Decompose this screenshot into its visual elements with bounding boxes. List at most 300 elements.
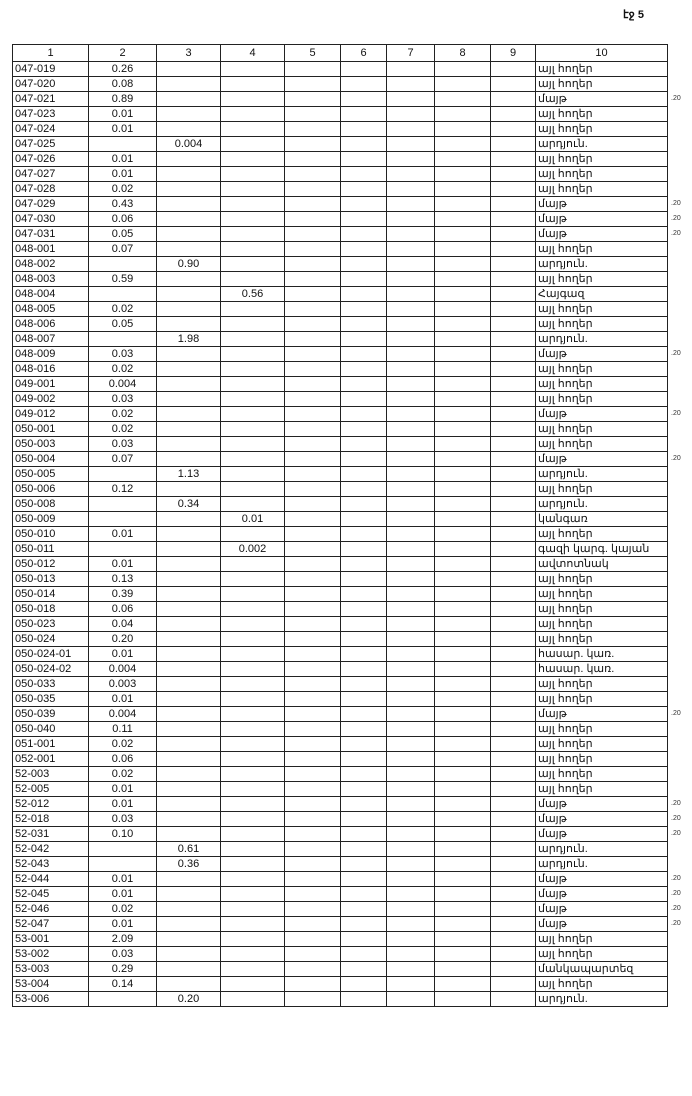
cell-empty [435,887,491,902]
cell-empty [435,977,491,992]
cell-c4 [221,557,285,572]
cell-empty [285,707,341,722]
cell-c10: հասար. կառ. [536,647,668,662]
cell-c3 [157,452,221,467]
cell-empty [435,617,491,632]
table-row [13,737,668,752]
header-row [13,45,668,62]
cell-c1: 050-013 [13,572,89,587]
cell-c2: 0.89 [89,92,157,107]
cell-c4 [221,932,285,947]
cell-empty [285,992,341,1007]
cell-c4 [221,767,285,782]
cell-c3 [157,602,221,617]
cell-empty [491,692,536,707]
cell-c10: այլ հողեր [536,737,668,752]
cell-empty [285,77,341,92]
table-row [13,152,668,167]
table-row [13,122,668,137]
cell-c10: ավտոտնակ [536,557,668,572]
cell-empty [491,407,536,422]
table-row [13,707,668,722]
cell-c4 [221,167,285,182]
table-row [13,602,668,617]
cell-c1: 52-043 [13,857,89,872]
cell-c4: 0.56 [221,287,285,302]
cell-empty [491,377,536,392]
cell-empty [435,557,491,572]
cell-c3 [157,122,221,137]
cell-empty [285,887,341,902]
cell-c1: 050-001 [13,422,89,437]
cell-c10: այլ հողեր [536,302,668,317]
cell-empty [491,722,536,737]
cell-c4: 0.01 [221,512,285,527]
cell-c2: 0.02 [89,902,157,917]
table-row [13,722,668,737]
cell-c3 [157,587,221,602]
cell-c2: 0.10 [89,827,157,842]
cell-empty [491,917,536,932]
table-row [13,917,668,932]
cell-c10: այլ հողեր [536,977,668,992]
cell-c1: 050-003 [13,437,89,452]
cell-empty [285,227,341,242]
cell-c3 [157,707,221,722]
cell-c4 [221,482,285,497]
cell-empty [387,122,435,137]
cell-empty [435,962,491,977]
cell-c4 [221,782,285,797]
margin-note: .20 [671,409,681,417]
cell-empty [387,737,435,752]
cell-c3 [157,182,221,197]
cell-c3 [157,377,221,392]
cell-empty [387,977,435,992]
cell-c3 [157,302,221,317]
cell-c4 [221,152,285,167]
cell-c3 [157,392,221,407]
cell-empty [341,227,387,242]
table-row [13,392,668,407]
table-row [13,797,668,812]
cell-empty [435,77,491,92]
cell-empty [387,632,435,647]
cell-c1: 048-002 [13,257,89,272]
cell-empty [387,662,435,677]
cell-empty [387,797,435,812]
cell-c3 [157,932,221,947]
cell-c1: 050-018 [13,602,89,617]
cell-empty [491,902,536,917]
cell-empty [387,257,435,272]
cell-c3 [157,662,221,677]
cell-empty [491,197,536,212]
cell-empty [491,212,536,227]
cell-empty [387,272,435,287]
cell-c10: մայթ [536,902,668,917]
cell-c10: այլ հողեր [536,932,668,947]
cell-empty [285,272,341,287]
cell-empty [435,332,491,347]
cell-c1: 048-005 [13,302,89,317]
table-row [13,632,668,647]
cell-c3 [157,617,221,632]
table-row [13,302,668,317]
cell-c10: մայթ [536,887,668,902]
cell-empty [285,467,341,482]
cell-c1: 050-009 [13,512,89,527]
cell-c10: այլ հողեր [536,152,668,167]
cell-empty [285,602,341,617]
cell-empty [491,962,536,977]
cell-c1: 52-018 [13,812,89,827]
cell-empty [435,917,491,932]
table-row [13,317,668,332]
cell-empty [285,422,341,437]
table-row [13,767,668,782]
cell-c3: 1.98 [157,332,221,347]
cell-empty [387,452,435,467]
cell-empty [285,662,341,677]
cell-c1: 52-047 [13,917,89,932]
cell-empty [285,317,341,332]
cell-c10: այլ հողեր [536,317,668,332]
cell-empty [341,347,387,362]
cell-empty [341,647,387,662]
cell-c4 [221,707,285,722]
cell-c10: մայթ [536,827,668,842]
cell-empty [341,677,387,692]
cell-empty [341,887,387,902]
cell-empty [491,122,536,137]
cell-empty [387,842,435,857]
cell-c3 [157,542,221,557]
cell-c10: գազի կարգ. կայան [536,542,668,557]
cell-empty [285,587,341,602]
cell-c10: մայթ [536,347,668,362]
cell-c1: 050-004 [13,452,89,467]
cell-c2: 0.06 [89,212,157,227]
cell-c3 [157,422,221,437]
cell-c1: 048-003 [13,272,89,287]
cell-empty [387,242,435,257]
cell-c4 [221,947,285,962]
cell-empty [387,77,435,92]
cell-c2: 0.01 [89,782,157,797]
margin-note: .20 [671,904,681,912]
cell-c1: 049-002 [13,392,89,407]
cell-c2: 0.07 [89,452,157,467]
margin-note: .20 [671,229,681,237]
cell-empty [341,827,387,842]
cell-empty [285,812,341,827]
cell-c2: 0.004 [89,377,157,392]
cell-c1: 52-012 [13,797,89,812]
cell-empty [285,857,341,872]
cell-empty [341,452,387,467]
cell-c2 [89,992,157,1007]
table-row [13,347,668,362]
cell-empty [285,212,341,227]
cell-c3: 0.34 [157,497,221,512]
cell-empty [491,587,536,602]
column-header: 9 [491,45,536,62]
cell-empty [285,572,341,587]
table-row [13,992,668,1007]
cell-empty [285,437,341,452]
cell-empty [491,812,536,827]
cell-c4 [221,347,285,362]
cell-empty [285,902,341,917]
cell-empty [285,617,341,632]
cell-c3 [157,632,221,647]
cell-empty [435,257,491,272]
cell-empty [491,107,536,122]
table-row [13,482,668,497]
cell-c4 [221,452,285,467]
cell-empty [387,347,435,362]
cell-c4 [221,437,285,452]
cell-c3 [157,692,221,707]
cell-empty [491,662,536,677]
cell-empty [435,242,491,257]
cell-empty [387,782,435,797]
cell-empty [341,632,387,647]
cell-empty [285,557,341,572]
cell-empty [285,362,341,377]
cell-c10: արդյուն. [536,137,668,152]
cell-empty [285,797,341,812]
cell-empty [491,707,536,722]
cell-c3 [157,212,221,227]
cell-c3: 0.36 [157,857,221,872]
cell-c2: 0.39 [89,587,157,602]
cell-empty [387,422,435,437]
cell-c10: մայթ [536,407,668,422]
cell-empty [341,692,387,707]
cell-empty [435,767,491,782]
cell-empty [387,377,435,392]
cell-empty [285,527,341,542]
cell-empty [491,857,536,872]
cell-empty [435,542,491,557]
cell-empty [341,707,387,722]
cell-empty [285,302,341,317]
cell-c3 [157,677,221,692]
cell-empty [341,542,387,557]
cell-empty [387,332,435,347]
cell-c2: 0.02 [89,302,157,317]
cell-empty [435,107,491,122]
cell-c10: այլ հողեր [536,377,668,392]
cell-empty [387,572,435,587]
cell-empty [387,512,435,527]
cell-empty [491,467,536,482]
cell-empty [387,497,435,512]
cell-empty [387,812,435,827]
cell-empty [387,542,435,557]
cell-empty [387,287,435,302]
cell-c2: 0.06 [89,602,157,617]
cell-empty [341,92,387,107]
cell-empty [341,557,387,572]
cell-empty [341,302,387,317]
cell-empty [341,137,387,152]
cell-c10: այլ հողեր [536,77,668,92]
cell-empty [435,452,491,467]
cell-empty [491,152,536,167]
cell-c1: 048-006 [13,317,89,332]
cell-empty [341,812,387,827]
cell-empty [491,437,536,452]
table-row [13,527,668,542]
cell-c1: 050-035 [13,692,89,707]
cell-c10: արդյուն. [536,467,668,482]
cell-empty [435,62,491,77]
cell-empty [435,317,491,332]
cell-c4 [221,797,285,812]
cell-c1: 050-010 [13,527,89,542]
cell-empty [387,887,435,902]
cell-empty [341,512,387,527]
cell-empty [491,557,536,572]
cell-c1: 52-031 [13,827,89,842]
cell-empty [387,902,435,917]
margin-note: .20 [671,919,681,927]
cell-c3 [157,62,221,77]
cell-c4 [221,422,285,437]
cell-empty [285,332,341,347]
cell-c4 [221,77,285,92]
cell-empty [387,482,435,497]
cell-empty [435,947,491,962]
cell-c1: 53-002 [13,947,89,962]
cell-empty [285,692,341,707]
cell-empty [341,422,387,437]
cell-empty [491,947,536,962]
cell-empty [341,842,387,857]
cell-empty [285,932,341,947]
cell-empty [491,617,536,632]
cell-c4 [221,392,285,407]
cell-empty [435,227,491,242]
cell-c4 [221,677,285,692]
cell-empty [285,722,341,737]
cell-c2: 0.11 [89,722,157,737]
cell-empty [491,227,536,242]
cell-empty [387,227,435,242]
cell-empty [491,77,536,92]
cell-empty [387,617,435,632]
cell-empty [435,602,491,617]
cell-c4 [221,647,285,662]
cell-c2: 0.07 [89,242,157,257]
cell-c3 [157,947,221,962]
table-row [13,677,668,692]
cell-c1: 048-016 [13,362,89,377]
cell-empty [435,152,491,167]
cell-c2: 0.12 [89,482,157,497]
cell-c2: 0.14 [89,977,157,992]
cell-c4 [221,602,285,617]
cell-empty [285,107,341,122]
cell-c10: այլ հողեր [536,587,668,602]
column-header: 3 [157,45,221,62]
cell-empty [285,482,341,497]
table-row [13,692,668,707]
table-row [13,182,668,197]
cell-c10: արդյուն. [536,992,668,1007]
cell-c10: այլ հողեր [536,242,668,257]
cell-empty [435,752,491,767]
cell-c3 [157,962,221,977]
cell-empty [435,497,491,512]
cell-c2: 0.01 [89,797,157,812]
cell-c2: 0.01 [89,872,157,887]
cell-empty [341,932,387,947]
cell-empty [435,992,491,1007]
cell-empty [491,872,536,887]
cell-c4 [221,377,285,392]
table-row [13,512,668,527]
cell-c3: 1.13 [157,467,221,482]
cell-c1: 050-023 [13,617,89,632]
cell-empty [341,107,387,122]
cell-empty [491,572,536,587]
table-row [13,197,668,212]
cell-empty [387,872,435,887]
cell-empty [491,137,536,152]
cell-c1: 050-040 [13,722,89,737]
table-row [13,812,668,827]
cell-empty [387,212,435,227]
cell-empty [341,497,387,512]
margin-note: .20 [671,799,681,807]
cell-empty [435,677,491,692]
cell-empty [491,452,536,467]
cell-empty [387,587,435,602]
cell-empty [341,902,387,917]
cell-empty [341,602,387,617]
cell-c4 [221,722,285,737]
cell-c10: արդյուն. [536,497,668,512]
cell-empty [491,977,536,992]
cell-empty [341,992,387,1007]
cell-c4 [221,872,285,887]
table-row [13,287,668,302]
cell-empty [491,422,536,437]
cell-empty [285,962,341,977]
cell-empty [387,752,435,767]
cell-c3 [157,977,221,992]
cell-empty [285,392,341,407]
cell-c4 [221,137,285,152]
cell-c3: 0.20 [157,992,221,1007]
cell-c1: 050-011 [13,542,89,557]
cell-c3 [157,917,221,932]
cell-empty [491,287,536,302]
cell-c2: 0.02 [89,422,157,437]
cell-empty [387,107,435,122]
cell-empty [435,662,491,677]
cell-empty [341,662,387,677]
cell-empty [491,737,536,752]
cell-c1: 050-039 [13,707,89,722]
column-header: 8 [435,45,491,62]
cell-empty [491,497,536,512]
cell-empty [341,212,387,227]
